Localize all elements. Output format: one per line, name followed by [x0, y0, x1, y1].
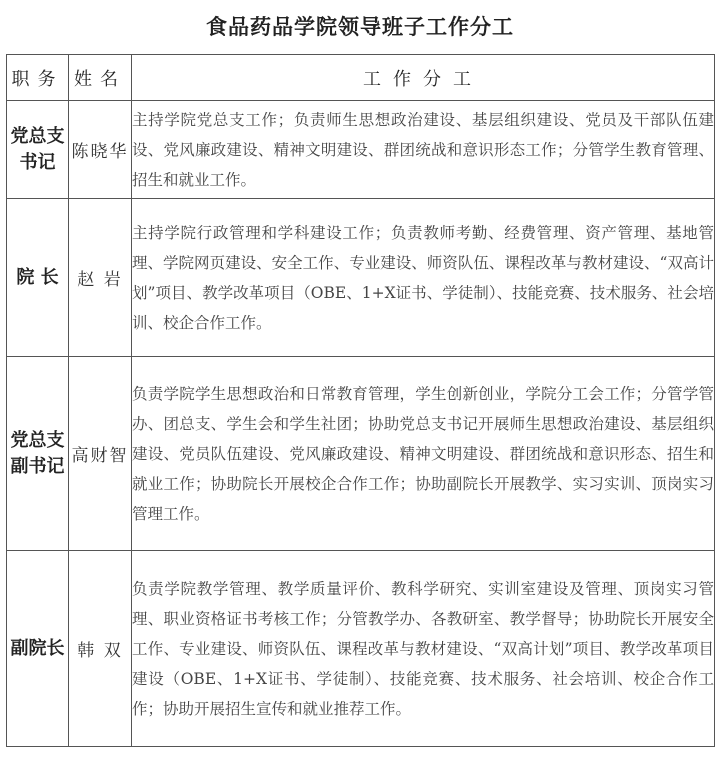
role-cell: 党总支副书记: [7, 357, 69, 551]
column-header-duty: 工作分工: [132, 55, 715, 101]
role-cell: 党总支书记: [7, 101, 69, 199]
table-row: [7, 199, 715, 357]
name-cell: 高财智: [69, 357, 132, 551]
duty-cell: 主持学院党总支工作；负责师生思想政治建设、基层组织建设、党员及干部队伍建设、党风廉政建设、精神文明建设、群团统战和意识形态工作；分管学生教育管理、招生和就业工作。: [132, 101, 715, 199]
table-row: [7, 551, 715, 747]
leadership-duty-table: [6, 54, 715, 747]
column-header-name: 姓名: [69, 55, 132, 101]
name-cell: 赵 岩: [69, 199, 132, 357]
role-cell: 院 长: [7, 199, 69, 357]
column-header-role: 职务: [7, 55, 69, 101]
page-title: 食品药品学院领导班子工作分工: [206, 15, 514, 39]
table-row: [7, 101, 715, 199]
name-cell: 陈晓华: [69, 101, 132, 199]
duty-cell: 负责学院教学管理、教学质量评价、教科学研究、实训室建设及管理、顶岗实习管理、职业资格证书考核工作；分管教学办、各教研室、教学督导；协助院长开展安全工作、专业建设、师资队伍、课程改革与教材建设、“双高计划”项目、教学改革项目建设（OBE、1+X证书、学徒制）、技能竞赛、技术服务、社会培训、校企合作工作；协助开展招生宣传和就业推荐工作。: [132, 551, 715, 747]
duty-cell: 主持学院行政管理和学科建设工作；负责教师考勤、经费管理、资产管理、基地管理、学院网页建设、安全工作、专业建设、师资队伍、课程改革与教材建设、“双高计划”项目、教学改革项目（OBE、1+X证书、学徒制）、技能竞赛、技术服务、社会培训、校企合作工作。: [132, 199, 715, 357]
name-cell: 韩 双: [69, 551, 132, 747]
table-header-row: [7, 55, 715, 101]
duty-cell: 负责学院学生思想政治和日常教育管理，学生创新创业，学院分工会工作；分管学管办、团总支、学生会和学生社团；协助党总支书记开展师生思想政治建设、基层组织建设、党员队伍建设、党风廉政建设、精神文明建设、群团统战和意识形态、招生和就业工作；协助院长开展校企合作工作；协助副院长开展教学、实习实训、顶岗实习管理工作。: [132, 357, 715, 551]
role-cell: 副院长: [7, 551, 69, 747]
table-row: [7, 357, 715, 551]
